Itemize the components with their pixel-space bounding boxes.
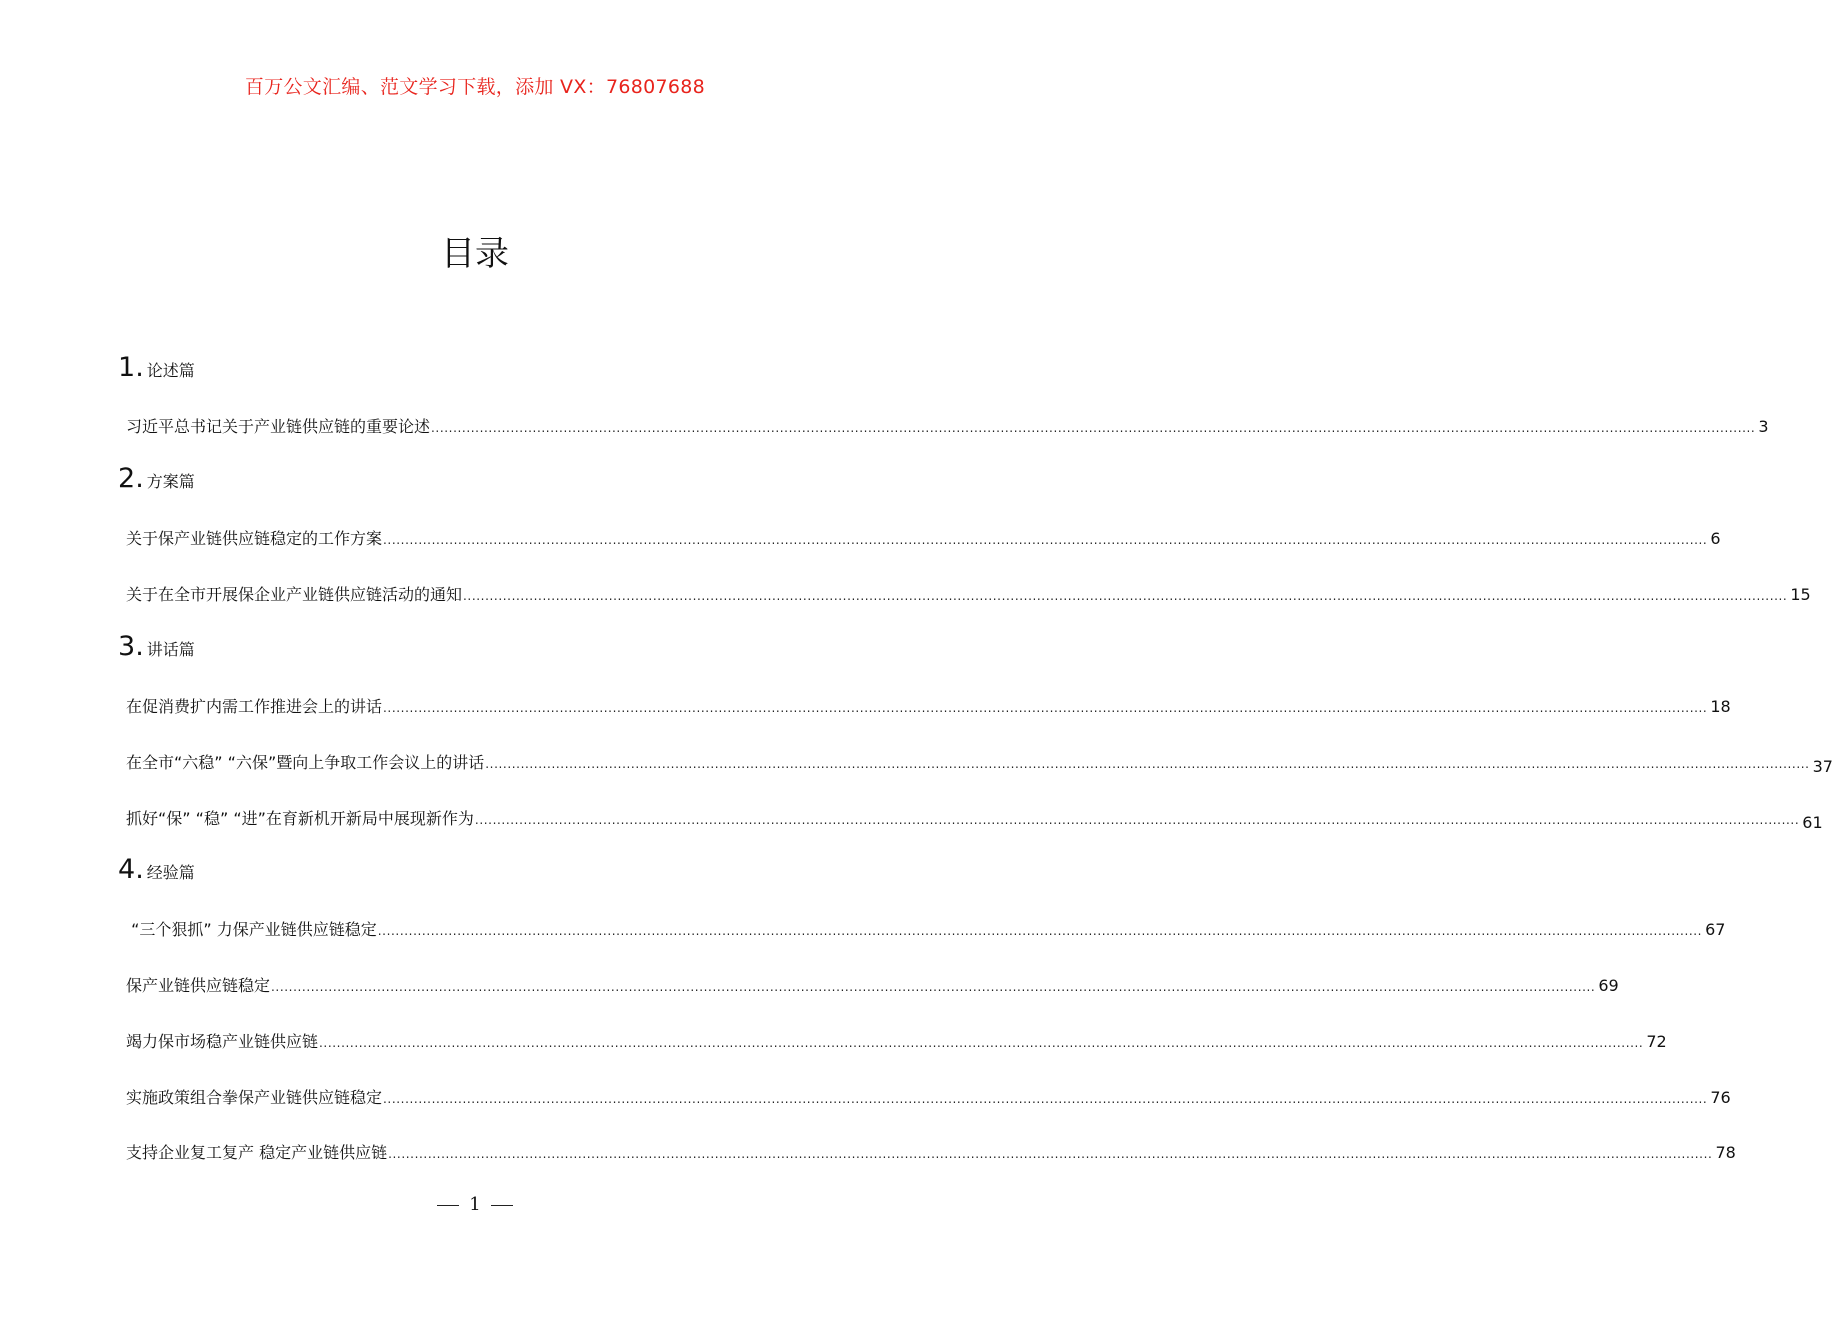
toc-entry-label: 在全市“六稳” “六保”暨向上争取工作会议上的讲话 <box>126 753 485 772</box>
toc-entry-page: 37 <box>1812 757 1833 776</box>
section-number: 3 <box>118 631 136 662</box>
toc-entry-label: 在促消费扩内需工作推进会上的讲话 <box>126 697 383 716</box>
toc-entry-page: 61 <box>1802 813 1823 832</box>
section-name: 讲话篇 <box>146 640 195 659</box>
dot-leader: ............................................................................................................................................................................................................................................................................................................ <box>271 980 1596 994</box>
toc-entry[interactable] <box>126 526 1721 550</box>
toc-entry-page: 15 <box>1790 585 1811 604</box>
toc-entry-label: 竭力保市场稳产业链供应链 <box>126 1032 319 1051</box>
toc-entry[interactable] <box>126 1029 1667 1053</box>
toc-entry[interactable] <box>126 1140 1736 1164</box>
section-name: 论述篇 <box>146 361 195 380</box>
section-number-dot: . <box>135 854 144 885</box>
toc-entry[interactable] <box>126 1085 1731 1109</box>
toc-entry[interactable] <box>126 973 1619 997</box>
section-heading-1 <box>118 352 195 386</box>
dot-leader: ............................................................................................................................................................................................................................................................................................................ <box>485 757 1810 771</box>
toc-entry-label: 抓好“保” “稳” “进”在育新机开新局中展现新作为 <box>126 809 474 828</box>
toc-entry-label: 实施政策组合拳保产业链供应链稳定 <box>126 1088 383 1107</box>
toc-entry-label: “三个狠抓” 力保产业链供应链稳定 <box>126 920 377 939</box>
toc-entry-page: 69 <box>1598 976 1619 995</box>
section-name: 经验篇 <box>146 863 195 882</box>
toc-entry-page: 18 <box>1710 697 1731 716</box>
page-footer <box>0 1194 950 1215</box>
footer-dash-right <box>491 1205 513 1206</box>
page-number: 1 <box>469 1194 481 1215</box>
section-number: 4 <box>118 854 136 885</box>
section-heading-4 <box>118 854 195 888</box>
section-number-dot: . <box>135 352 144 383</box>
toc-entry-page: 6 <box>1710 529 1721 548</box>
section-number-dot: . <box>135 463 144 494</box>
dot-leader: ............................................................................................................................................................................................................................................................................................................ <box>383 1092 1708 1106</box>
dot-leader: ............................................................................................................................................................................................................................................................................................................ <box>383 701 1708 715</box>
toc-entry-label: 关于在全市开展保企业产业链供应链活动的通知 <box>126 585 463 604</box>
dot-leader: ............................................................................................................................................................................................................................................................................................................ <box>463 589 1788 603</box>
page-title: 目录 <box>441 234 509 274</box>
footer-dash-left <box>437 1205 459 1206</box>
toc-entry[interactable] <box>126 750 1833 776</box>
toc-entry-label: 保产业链供应链稳定 <box>126 976 271 995</box>
toc-entry-page: 76 <box>1710 1088 1731 1107</box>
section-number-dot: . <box>135 631 144 662</box>
dot-leader: ............................................................................................................................................................................................................................................................................................................ <box>474 813 1800 827</box>
dot-leader: ............................................................................................................................................................................................................................................................................................................ <box>388 1147 1713 1161</box>
toc-entry-page: 78 <box>1715 1143 1736 1162</box>
dot-leader: ............................................................................................................................................................................................................................................................................................................ <box>377 924 1703 938</box>
toc-entry-label: 支持企业复工复产 稳定产业链供应链 <box>126 1143 388 1162</box>
dot-leader: ............................................................................................................................................................................................................................................................................................................ <box>431 421 1756 435</box>
toc-entry-label: 关于保产业链供应链稳定的工作方案 <box>126 529 383 548</box>
toc-entry-label: 习近平总书记关于产业链供应链的重要论述 <box>126 417 431 436</box>
dot-leader: ............................................................................................................................................................................................................................................................................................................ <box>383 533 1708 547</box>
toc-entry[interactable] <box>126 694 1731 718</box>
section-name: 方案篇 <box>146 472 195 491</box>
toc-entry[interactable] <box>126 917 1726 941</box>
toc-entry-page: 67 <box>1705 920 1726 939</box>
section-heading-3 <box>118 631 195 665</box>
toc-entry[interactable] <box>126 582 1811 606</box>
section-number: 1 <box>118 352 136 383</box>
toc-entry-page: 72 <box>1646 1032 1667 1051</box>
header-notice: 百万公文汇编、范文学习下载，添加 VX：76807688 <box>244 76 706 98</box>
toc-entry[interactable] <box>126 414 1769 438</box>
toc-entry-page: 3 <box>1758 417 1769 436</box>
section-heading-2 <box>118 463 195 497</box>
dot-leader: ............................................................................................................................................................................................................................................................................................................ <box>319 1036 1644 1050</box>
toc-entry[interactable] <box>126 806 1823 832</box>
section-number: 2 <box>118 463 136 494</box>
